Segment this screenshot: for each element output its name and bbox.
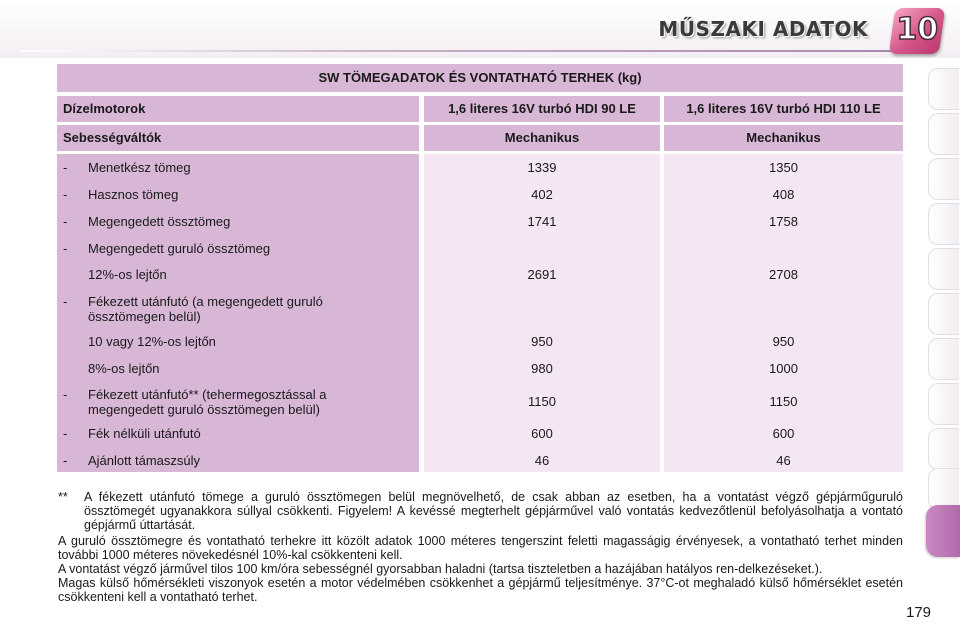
chapter-tab[interactable] (928, 68, 959, 110)
note-paragraph: A guruló össztömegre és vontatható terhekre itt közölt adatok 1000 méteres tengerszint feletti magasságig érvényesek, a vontatható terhet minden további 1000 méteres növekedésnél 10%-kal csökkenteni kell. (58, 534, 903, 562)
chapter-tab[interactable] (928, 203, 959, 245)
row-value: 600 (531, 426, 553, 441)
row-label: Fékezett utánfutó (a megengedett guruló össztömegen belül) (88, 294, 323, 324)
footnote-mark: ** (58, 490, 68, 504)
row-value: 1339 (527, 160, 557, 175)
row-dash: - (63, 187, 68, 202)
row-value: 1741 (527, 214, 557, 229)
row-label: Megengedett össztömeg (88, 214, 231, 229)
row-label: Hasznos tömeg (88, 187, 179, 202)
footnote (58, 490, 903, 532)
notes-section (58, 490, 903, 604)
row-value: 1150 (769, 394, 798, 409)
table-title: SW TÖMEGADATOK ÉS VONTATHATÓ TERHEK (kg) (57, 64, 903, 92)
chapter-tab[interactable] (928, 158, 959, 200)
row-dash: - (63, 453, 68, 468)
row-dash: - (63, 426, 68, 441)
row-value: 46 (776, 453, 791, 468)
row-label: Ajánlott támaszsúly (88, 453, 200, 468)
chapter-tab[interactable] (928, 113, 959, 155)
row-label: Fék nélküli utánfutó (88, 426, 201, 441)
row-value: 1000 (769, 361, 798, 376)
row-label: 10 vagy 12%-os lejtőn (88, 334, 216, 349)
chapter-tab[interactable] (928, 338, 959, 380)
gearbox-col-1: Mechanikus (424, 125, 660, 151)
row-value: 2708 (769, 267, 798, 282)
row-label: 8%-os lejtőn (88, 361, 160, 376)
chapter-number: 10 (896, 12, 939, 47)
engine-col-1: 1,6 literes 16V turbó HDI 90 LE (424, 96, 660, 122)
chapter-tab[interactable] (928, 248, 959, 290)
row-label: Fékezett utánfutó** (tehermegosztással a megengedett guruló össztömegen belül) (88, 387, 327, 417)
page-title: MŰSZAKI ADATOK (658, 17, 868, 41)
row-label: 12%-os lejtőn (88, 267, 167, 282)
row-value: 402 (531, 187, 553, 202)
note-paragraph: A vontatást végző járművel tilos 100 km/óra sebességnél gyorsabban haladni (tartsa tiszteletben a hazájában hatályos ren-delkezéseket.). (58, 562, 823, 576)
row-dash: - (63, 387, 68, 402)
row-value: 1150 (528, 394, 556, 409)
page-number: 179 (906, 604, 932, 621)
engine-col-2: 1,6 literes 16V turbó HDI 110 LE (664, 96, 903, 122)
engine-label: Dízelmotorok (57, 96, 419, 122)
row-dash: - (63, 160, 68, 175)
chapter-tab[interactable] (928, 383, 959, 425)
chapter-tab[interactable] (928, 428, 959, 470)
row-label: Menetkész tömeg (88, 160, 191, 175)
row-value: 2691 (527, 267, 557, 282)
row-dash: - (63, 294, 68, 309)
row-value: 1350 (769, 160, 798, 175)
footnote-text: A fékezett utánfutó tömege a guruló össztömegen belül megnövelhető, de csak abban az esetben, ha a vontatást végző gépjárműguruló össztömegét ugyanakkora súllyal csökkenti. Figyelem! A kevéssé megterhelt gépjárművel való vontatás kedvezőtlenül befolyásolhatja a vontató gépjármű úttartását. (84, 490, 903, 532)
row-dash: - (63, 214, 68, 229)
header-divider (20, 50, 900, 52)
chapter-tab-active[interactable] (926, 505, 960, 557)
chapter-badge (889, 8, 945, 54)
row-value: 408 (772, 187, 795, 202)
note-paragraph: Magas külső hőmérsékleti viszonyok esetén a motor védelmében csökkenhet a gépjármű teljesítménye. 37°C-ot meghaladó külső hőmérséklet esetén csökkenteni kell a vontatható terhet. (58, 576, 903, 604)
row-label: Megengedett guruló össztömeg (88, 241, 271, 256)
chapter-tab[interactable] (928, 293, 959, 335)
row-value: 1758 (769, 214, 798, 229)
row-value: 980 (531, 361, 553, 376)
row-value: 950 (772, 334, 795, 349)
row-value: 46 (534, 453, 550, 468)
gearbox-col-2: Mechanikus (664, 125, 903, 151)
chapter-tab[interactable] (928, 468, 959, 510)
row-dash: - (63, 241, 68, 256)
gearbox-label: Sebességváltók (57, 125, 419, 151)
row-value: 950 (531, 334, 553, 349)
row-value: 600 (772, 426, 795, 441)
